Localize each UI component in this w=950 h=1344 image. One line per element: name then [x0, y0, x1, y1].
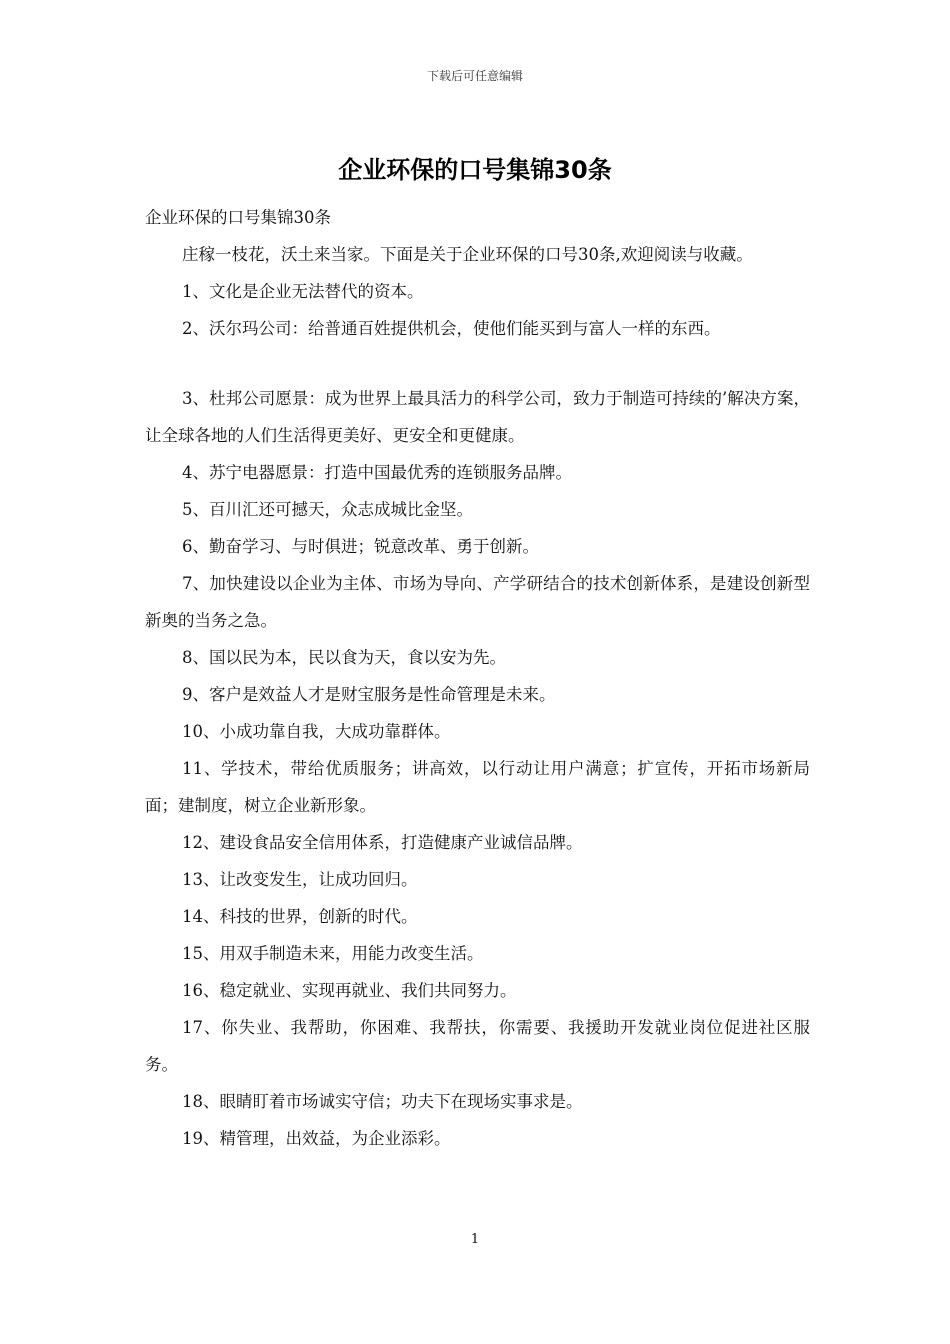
- list-item: 10、小成功靠自我，大成功靠群体。: [182, 722, 451, 741]
- list-item: 4、苏宁电器愿景：打造中国最优秀的连锁服务品牌。: [182, 463, 572, 482]
- list-item: 3、杜邦公司愿景：成为世界上最具活力的科学公司，致力于制造可持续的’解决方案，让全球各地的人们生活得更美好、更安全和更健康。: [145, 389, 810, 445]
- list-item: 9、客户是效益人才是财宝服务是性命管理是未来。: [182, 685, 556, 704]
- blank-line: [145, 347, 810, 380]
- list-item: 18、眼睛盯着市场诚实守信；功夫下在现场实事求是。: [182, 1092, 583, 1111]
- document-title: 企业环保的口号集锦30条: [338, 156, 612, 184]
- list-item: 12、建设食品安全信用体系，打造健康产业诚信品牌。: [182, 833, 583, 852]
- page-number: 1: [470, 1232, 480, 1247]
- list-item: 15、用双手制造未来，用能力改变生活。: [182, 944, 484, 963]
- intro-paragraph: 庄稼一枝花，沃土来当家。下面是关于企业环保的口号30条,欢迎阅读与收藏。: [182, 245, 753, 264]
- list-item: 6、勤奋学习、与时俱进；锐意改革、勇于创新。: [182, 537, 539, 556]
- list-item: 5、百川汇还可撼天，众志成城比金坚。: [182, 500, 473, 519]
- document-body: [145, 199, 810, 1157]
- list-item: 19、精管理，出效益，为企业添彩。: [182, 1129, 451, 1148]
- subtitle: 企业环保的口号集锦30条: [145, 208, 331, 227]
- list-item: 11、学技术，带给优质服务；讲高效，以行动让用户满意；扩宣传，开拓市场新局面；建制度，树立企业新形象。: [145, 759, 810, 815]
- list-item: 13、让改变发生，让成功回归。: [182, 870, 418, 889]
- list-item: 14、科技的世界，创新的时代。: [182, 907, 418, 926]
- list-item: 16、稳定就业、实现再就业、我们共同努力。: [182, 981, 517, 1000]
- list-item: 8、国以民为本，民以食为天，食以安为先。: [182, 648, 506, 667]
- list-item: 1、文化是企业无法替代的资本。: [182, 282, 424, 301]
- page-header: 下载后可任意编辑: [426, 69, 523, 83]
- list-item: 2、沃尔玛公司：给普通百姓提供机会，使他们能买到与富人一样的东西。: [182, 319, 721, 338]
- list-item: 7、加快建设以企业为主体、市场为导向、产学研结合的技术创新体系，是建设创新型新奥的当务之急。: [145, 574, 810, 630]
- list-item: 17、你失业、我帮助，你困难、我帮扶，你需要、我援助开发就业岗位促进社区服务。: [145, 1018, 810, 1074]
